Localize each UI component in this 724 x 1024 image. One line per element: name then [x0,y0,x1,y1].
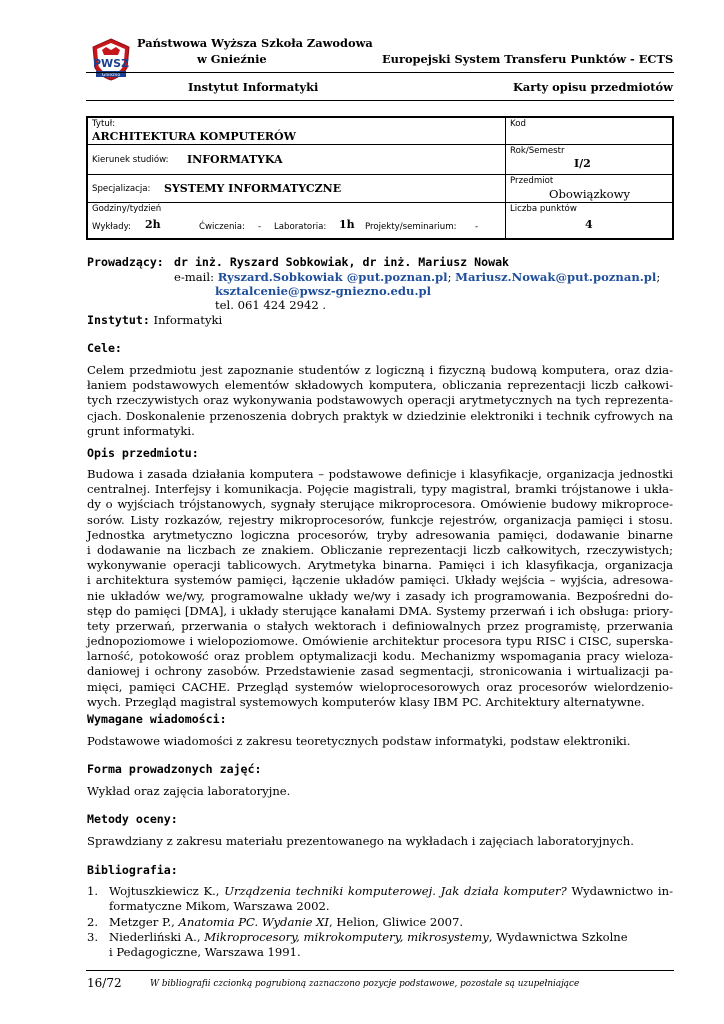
lab-value: 1h [339,218,355,231]
points-value: 4 [585,218,593,231]
hours-label: Godziny/tydzień [92,204,162,214]
subject-label: Przedmiot [510,176,554,186]
goals-line: Celem przedmiotu jest zapoznanie studentów z logiczną i fizyczną budową komputera, oraz dzia- [87,363,673,377]
lectures-value: 2h [145,218,161,231]
bibliography-entry [109,884,673,914]
description-heading: Opis przedmiotu: [87,446,199,460]
bibliography-number: 3. [87,930,99,944]
bibliography-entry [109,930,673,960]
subject-value: Obowiązkowy [549,187,631,201]
email-line-2 [215,284,431,299]
lab-label: Laboratoria: [274,222,327,232]
description-paragraph [87,467,673,710]
required-text: Podstawowe wiadomości z zakresu teoretycznych podstaw informatyki, podstaw elektroniki. [87,734,631,748]
pwsz-logo-icon [88,36,134,82]
header-rule-1 [86,72,674,73]
bibliography-title: Anatomia PC. Wydanie XI [178,915,329,929]
bibliography-line: Wojtuszkiewicz K., Urządzenia techniki komputerowej. Jak działa komputer? Wydawnictwo in- [109,884,673,898]
description-line: dy o wyjściach trójstanowych, sygnały sterujące mikroprocesora. Omówienie budowy mikroproce- [87,497,673,512]
year-label: Rok/Semestr [510,146,565,156]
email-sep-2: ; [656,270,661,284]
table-row-direction [88,145,672,175]
footer-rule [86,970,674,971]
bibliography-line: Niederliński A., Mikroprocesory, mikrokomputery, mikrosystemy, Wydawnictwa Szkolne [109,930,628,944]
description-line: Jednostka arytmetyczno logiczna procesorów, tryby adresowania pamięci, dodawanie binarne [87,527,673,542]
direction-value: INFORMATYKA [187,153,283,166]
bibliography-title: Urządzenia techniki komputerowej. Jak działa komputer? [224,884,567,898]
table-row-hours [88,203,672,238]
description-line: wych. Przegląd magistral systemowych komputerów klasy IBM PC. Architektury alternatywne. [87,694,645,709]
specialization-label: Specjalizacja: [92,184,151,194]
bibliography-number: 2. [87,915,99,929]
required-heading: Wymagane wiadomości: [87,712,227,726]
email-nowak-link[interactable]: Mariusz.Nowak@put.poznan.pl [455,270,657,284]
exercises-value: - [258,222,262,232]
goals-line: tych rzeczywistych oraz wykonywania podstawowych operacji arytmetycznych na tych reprezenta- [87,393,673,408]
year-value: I/2 [574,157,591,170]
bibliography-line: formatyczne Mikom, Warszawa 2002. [109,899,330,914]
email-sobkowiak-link[interactable]: Ryszard.Sobkowiak @put.poznan.pl [217,270,448,284]
bibliography-item [87,884,673,915]
bibliography-line: i Pedagogiczne, Warszawa 1991. [109,945,301,960]
goals-paragraph [87,363,673,439]
specialization-value: SYSTEMY INFORMATYCZNE [164,182,342,195]
lecturers-names: dr inż. Ryszard Sobkowiak, dr inż. Mariusz Nowak [174,255,510,269]
lectures-label: Wykłady: [92,222,131,232]
email-label: e-mail: [174,270,215,284]
bibliography-entry [109,915,673,930]
svg-text:Gniezno: Gniezno [101,73,121,78]
institute-label: Instytut: [87,313,150,327]
goals-line: grunt informatyki. [87,423,195,438]
description-line: stęp do pamięci [DMA], i układy sterujące kanałami DMA. Systemy przerwań i ich obsługa: priory- [87,603,673,618]
school-name: Państwowa Wyższa Szkoła Zawodowa [137,36,373,50]
email-line [174,270,660,285]
bibliography-item [87,930,673,961]
assessment-heading: Metody oceny: [87,812,178,826]
table-row-title [88,118,672,145]
goals-heading: Cele: [87,341,122,355]
description-line: jednopoziomowe i wielopoziomowe. Omówienie architektur procesora typu RISC i CISC, superska- [87,634,673,649]
description-line: wykonywanie operacji tablicowych. Arytmetyka binarna. Pamięci i ich klasyfikacja, organizacja [87,558,673,573]
description-line: mięci, pamięci CACHE. Przegląd systemów wieloprocesorowych oraz procesorów wielordzenio- [87,679,673,694]
bibliography-line: Metzger P., Anatomia PC. Wydanie XI, Helion, Gliwice 2007. [109,915,464,929]
goals-line: łaniem podstawowych elementów składowych komputera, obliczania reprezentacji liczb całkowi- [87,378,673,393]
code-label: Kod [510,119,526,129]
form-text: Wykład oraz zajęcia laboratoryjne. [87,784,291,798]
course-info-table [86,116,674,240]
header-rule-2 [86,100,674,101]
goals-line: cjach. Doskonalenie przenoszenia dobrych praktyk w dziedzinie elektroniki i technik cyfrowych na [87,408,673,423]
institute-value: Informatyki [153,313,223,327]
email-ksztalcenie-link[interactable]: ksztalcenie@pwsz-gniezno.edu.pl [215,284,432,298]
bibliography-heading: Bibliografia: [87,863,178,877]
cards-title: Karty opisu przedmiotów [513,80,673,94]
svg-text:PWSZ: PWSZ [92,57,130,70]
projects-value: - [475,222,479,232]
bibliography-item [87,915,673,931]
bibliography-title: Mikroprocesory, mikrokomputery, mikrosystemy [204,930,489,944]
email-sep-1: ; [447,270,452,284]
page-number: 16/72 [87,976,122,990]
description-line: Budowa i zasada działania komputera – podstawowe definicje i klasyfikacje, organizacja jednostki [87,467,673,481]
description-line: centralnej. Interfejsy i komunikacja. Pojęcie magistrali, typy magistral, bramki trójstanowe i ukła- [87,482,673,497]
projects-label: Projekty/seminarium: [365,222,457,232]
description-line: larność, potokowość oraz problem optymalizacji kodu. Mechanizmy wspomagania pracy wieloza- [87,649,673,664]
phone: tel. 061 424 2942 . [215,298,327,312]
description-line: i architektura systemów pamięci, łączenie układów pamięci. Układy wejścia – wyjścia, adresowa- [87,573,673,588]
table-row-specialization [88,175,672,203]
points-label: Liczba punktów [510,204,577,214]
description-line: nie układów we/wy, programowalne układy we/wy i zasady ich programowania. Bezpośredni do- [87,588,673,603]
assessment-text: Sprawdziany z zakresu materiału prezentowanego na wykładach i zajęciach laboratoryjnych. [87,834,634,848]
description-line: daniowej i ochrony zasobów. Przedstawienie zasad segmentacji, stronicowania i wirtualizacji pa- [87,664,673,679]
description-line: i dodawanie na liczbach ze znakiem. Obliczanie reprezentacji liczb całkowitych, rzeczywistych; [87,542,673,557]
bibliography-number: 1. [87,884,99,898]
title-label: Tytuł: [92,119,116,129]
ects-title: Europejski System Transferu Punktów - ECTS [382,52,674,66]
course-title: ARCHITEKTURA KOMPUTERÓW [92,130,296,143]
school-city: w Gnieźnie [197,52,267,66]
lecturers-label: Prowadzący: [87,255,164,269]
direction-label: Kierunek studiów: [92,155,169,165]
institute-header: Instytut Informatyki [188,80,319,94]
description-line: sorów. Listy rozkazów, rejestry mikroprocesorów, funkcje rejestrów, organizacja pamięci i stosu. [87,512,673,527]
description-line: tety przerwań, przerwania o stałych wektorach i definiowalnych przez programistę, przerwania [87,618,673,633]
form-heading: Forma prowadzonych zajęć: [87,762,262,776]
exercises-label: Ćwiczenia: [199,222,245,232]
footer-note: W bibliografii czcionką pogrubioną zaznaczono pozycje podstawowe, pozostałe są uzupełniające [150,979,580,989]
institute-line [87,313,222,328]
